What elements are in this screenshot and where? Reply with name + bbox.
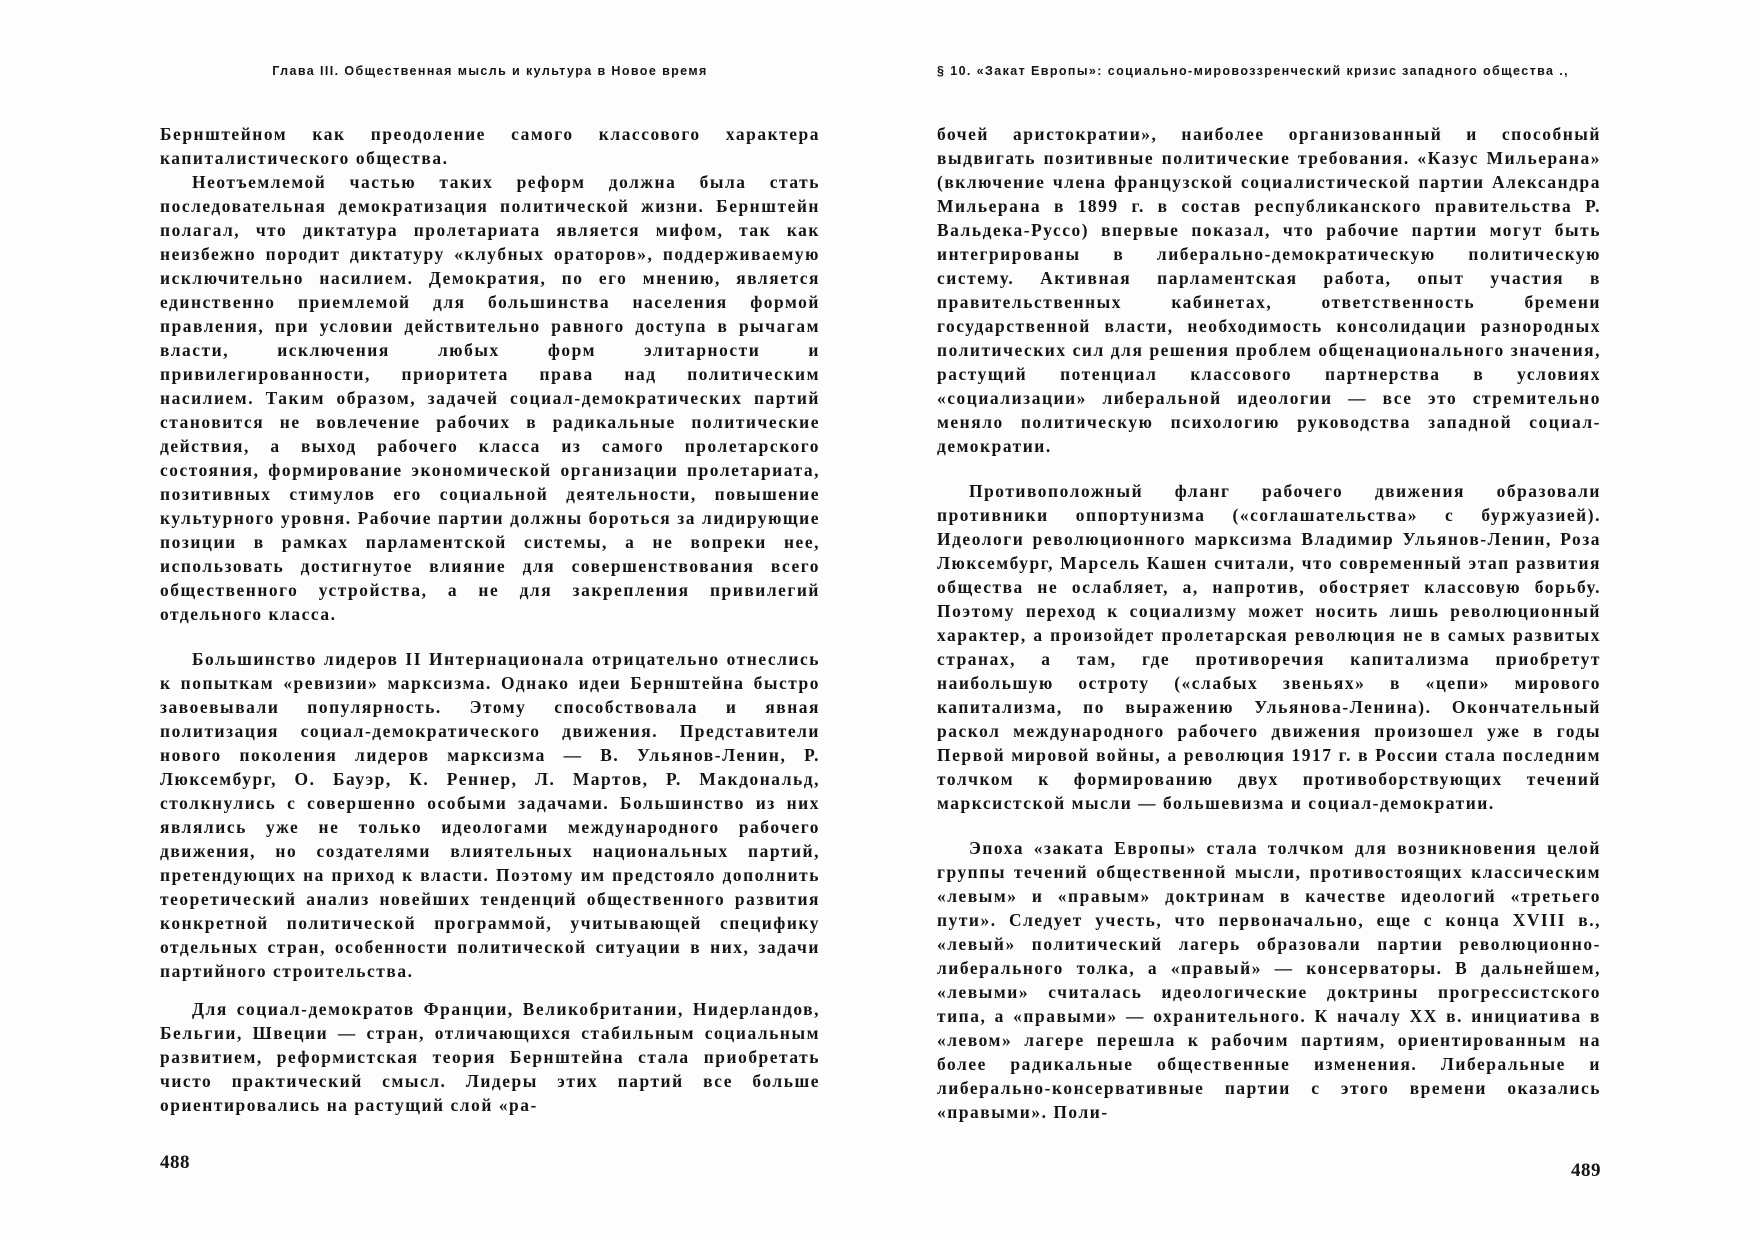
right-running-head: § 10. «Закат Европы»: социально-мировоззренческий кризис западного общества ., <box>937 64 1570 78</box>
paragraph: Бернштейном как преодоление самого классового характера капиталистического общества. <box>160 124 820 168</box>
right-page-number: 489 <box>1571 1160 1601 1181</box>
left-running-head: Глава III. Общественная мысль и культура в Новое время <box>272 64 708 78</box>
paragraph: Противоположный фланг рабочего движения образовали противники оппортунизма («соглашательства» с буржуазией). Идеологи революционного марксизма Владимир Ульянов-Ленин, Роза Люксембург, Марсель Кашен считали, что современный этап развития общества не ослабляет, а, напротив, обостряет классовую борьбу. Поэтому переход к социализму может носить лишь революционный характер, а произойдет пролетарская революция не в самых развитых странах, а там, где противоречия капитализма приобретут наибольшую остроту («слабых звеньях» в «цепи» мирового капитализма, по выражению Ульянова-Ленина). Окончательный раскол международного рабочего движения произошел уже в годы Первой мировой войны, а революция 1917 г. в России стала последним толчком к формированию двух противоборствующих течений марксистской мысли — большевизма и социал-демократии. <box>937 481 1601 813</box>
left-page-text <box>160 122 820 1117</box>
paragraph: Для социал-демократов Франции, Великобритании, Нидерландов, Бельгии, Швеции — стран, отличающихся стабильным социальным развитием, реформистская теория Бернштейна стала приобретать чисто практический смысл. Лидеры этих партий все больше ориентировались на растущий слой «ра- <box>160 999 820 1115</box>
left-page <box>160 0 820 1239</box>
paragraph: Неотъемлемой частью таких реформ должна была стать последовательная демократизация политической жизни. Бернштейн полагал, что диктатура пролетариата является мифом, так как неизбежно породит диктатуру «клубных ораторов», поддерживаемую исключительно насилием. Демократия, по его мнению, является единственно приемлемой для большинства населения формой правления, при условии действительно равного доступа в рычагам власти, исключения любых форм элитарности и привилегированности, приоритета права над политическим насилием. Таким образом, задачей социал-демократических партий становится не вовлечение рабочих в радикальные политические действия, а выход рабочего класса из самого пролетарского состояния, формирование экономической организации пролетариата, позитивных стимулов его социальной деятельности, повышение культурного уровня. Рабочие партии должны бороться за лидирующие позиции в рамках парламентской системы, а не вопреки нее, использовать достигнутое влияние для совершенствования всего общественного устройства, а не для закрепления привилегий отдельного класса. <box>160 172 820 624</box>
paragraph: бочей аристократии», наиболее организованный и способный выдвигать позитивные политические требования. «Казус Мильерана» (включение члена французской социалистической партии Александра Мильерана в 1899 г. в состав республиканского правительства Р. Вальдека-Руссо) впервые показал, что рабочие партии могут быть интегрированы в либерально-демократическую политическую систему. Активная парламентская работа, опыт участия в правительственных кабинетах, ответственность бремени государственной власти, необходимость консолидации разнородных политических сил для решения проблем общенационального значения, растущий потенциал классового партнерства в условиях «социализации» либеральной идеологии — все это стремительно меняло политическую психологию руководства западной социал-демократии. <box>937 124 1601 456</box>
paragraph: Большинство лидеров II Интернационала отрицательно отнеслись к попыткам «ревизии» марксизма. Однако идеи Бернштейна быстро завоевывали популярность. Этому способствовала и явная политизация социал-демократического движения. Представители нового поколения лидеров марксизма — В. Ульянов-Ленин, Р. Люксембург, О. Бауэр, К. Реннер, Л. Мартов, Р. Макдональд, столкнулись с совершенно особыми задачами. Большинство из них являлись уже не только идеологами международного рабочего движения, но создателями влиятельных национальных партий, претендующих на приход к власти. Поэтому им предстояло дополнить теоретический анализ новейших тенденций общественного развития конкретной политической программой, учитывающей специфику отдельных стран, особенности политической ситуации в них, задачи партийного строительства. <box>160 649 820 981</box>
right-page-text <box>937 122 1601 1124</box>
paragraph: Эпоха «заката Европы» стала толчком для возникновения целой группы течений общественной мысли, противостоящих классическим «левым» и «правым» доктринам в качестве идеологий «третьего пути». Следует учесть, что первоначально, еще с конца XVIII в., «левый» политический лагерь образовали партии революционно-либерального толка, а «правый» — консерваторы. В дальнейшем, «левыми» считалась идеологические доктрины прогрессистского типа, а «правыми» — охранительного. К началу XX в. инициатива в «левом» лагере перешла к рабочим партиям, ориентированным на более радикальные общественные изменения. Либеральные и либерально-консервативные партии с этого времени оказались «правыми». Поли- <box>937 838 1601 1122</box>
left-page-number: 488 <box>160 1152 190 1173</box>
right-page <box>937 0 1601 1239</box>
